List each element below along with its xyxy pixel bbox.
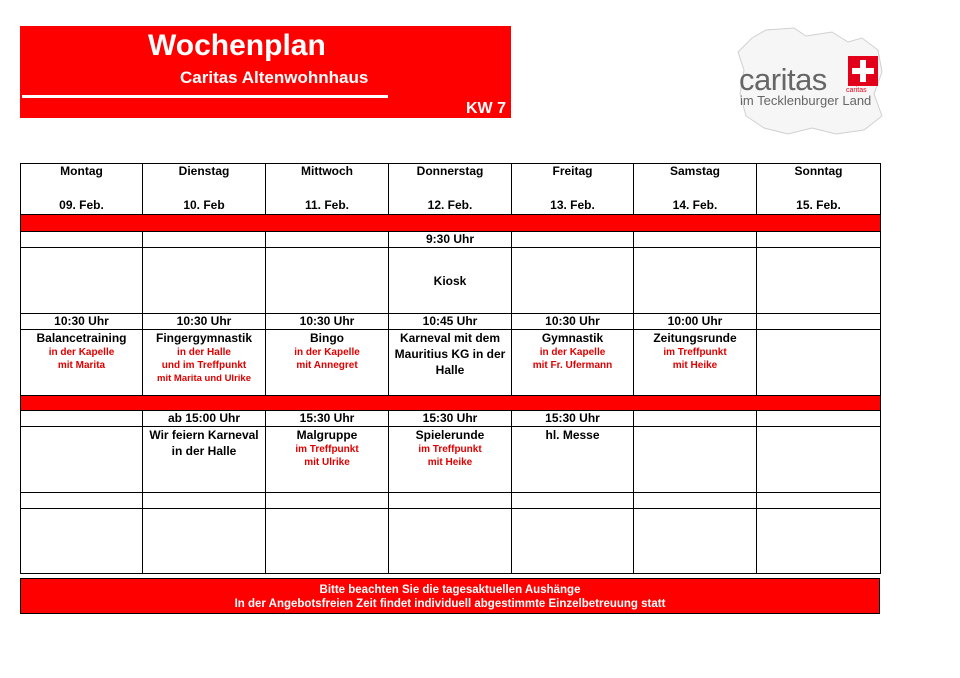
page-title: Wochenplan (148, 29, 326, 62)
separator-row (21, 215, 881, 232)
day-date: 14. Feb. (672, 198, 718, 212)
event-location: im Treffpunkt (418, 444, 482, 455)
event-cell (512, 427, 634, 493)
day-date: 13. Feb. (550, 198, 595, 212)
day-date: 09. Feb. (59, 198, 104, 212)
day-header-cell (21, 164, 143, 215)
day-name: Mittwoch (301, 164, 353, 178)
event-cell (757, 330, 881, 396)
event-location: und im Treffpunkt (161, 360, 247, 371)
event-title: Fingergymnastik (155, 331, 253, 345)
event-location: in der Halle (177, 347, 231, 358)
event-title: Zeitungsrunde (653, 331, 737, 345)
event-time-cell (512, 314, 634, 330)
separator-band (21, 215, 881, 232)
event-host: mit Marita (57, 360, 106, 371)
week-number: KW 7 (466, 100, 506, 117)
event-time-cell (21, 411, 143, 427)
afternoon-activity-row (21, 427, 881, 493)
event-time: 9:30 Uhr (425, 232, 475, 246)
event-title: Gymnastik (541, 331, 604, 345)
event-location: in der Kapelle (539, 347, 606, 358)
event-cell (266, 330, 389, 396)
logo-wordmark: caritas (739, 62, 827, 97)
early-time-row (21, 232, 881, 248)
event-title: Karneval mit dem Mauritius KG in der Halle (394, 331, 506, 377)
caritas-logo (736, 24, 886, 136)
event-cell (143, 330, 266, 396)
event-title: Kiosk (433, 273, 467, 288)
logo-region: im Tecklenburger Land (740, 93, 872, 108)
event-cell (21, 330, 143, 396)
event-time: 10:30 Uhr (54, 314, 109, 328)
event-title: Bingo (310, 331, 344, 345)
event-host: mit Annegret (296, 360, 358, 371)
event-time-cell (143, 411, 266, 427)
morning-time-row (21, 314, 881, 330)
event-cell (512, 330, 634, 396)
event-time-cell (21, 314, 143, 330)
event-time: 10:30 Uhr (176, 314, 232, 328)
day-date: 12. Feb. (427, 198, 473, 212)
event-title: Balancetraining (36, 331, 127, 345)
day-name: Sonntag (794, 164, 843, 178)
event-cell (389, 427, 512, 493)
day-header-cell (143, 164, 266, 215)
event-time-cell (389, 314, 512, 330)
morning-activity-row (21, 330, 881, 396)
event-time-cell (266, 411, 389, 427)
event-time-cell (634, 411, 757, 427)
day-name: Donnerstag (416, 164, 484, 178)
event-time-cell (266, 314, 389, 330)
separator-band (21, 396, 881, 411)
evening-time-row (21, 493, 881, 509)
day-name: Montag (60, 164, 103, 178)
event-time-cell (634, 314, 757, 330)
event-time: ab 15:00 Uhr (167, 411, 241, 425)
event-host: mit Ulrike (304, 457, 350, 468)
header-divider (22, 95, 388, 98)
separator-row (21, 396, 881, 411)
footer-line-1: Bitte beachten Sie die tagesaktuellen Aushänge (319, 584, 581, 596)
day-header-cell (512, 164, 634, 215)
header-banner (20, 26, 511, 118)
event-host: mit Heike (672, 360, 718, 371)
event-cell (21, 427, 143, 493)
event-location: in der Kapelle (48, 347, 115, 358)
day-header-cell (634, 164, 757, 215)
day-name: Freitag (552, 164, 593, 178)
event-cell (757, 427, 881, 493)
day-header-cell (266, 164, 389, 215)
event-cell (266, 427, 389, 493)
event-location: im Treffpunkt (295, 444, 359, 455)
evening-activity-row (21, 509, 881, 574)
event-title: Wir feiern Karneval in der Halle (149, 428, 259, 458)
caritas-cross-icon (848, 56, 878, 86)
event-time: 10:30 Uhr (299, 314, 355, 328)
event-time-cell (757, 411, 881, 427)
event-time: 15:30 Uhr (545, 411, 600, 425)
event-time: 15:30 Uhr (422, 411, 478, 425)
event-time: 10:00 Uhr (667, 314, 723, 328)
event-title: Malgruppe (296, 428, 358, 442)
day-name: Samstag (669, 164, 721, 178)
event-time-cell (389, 411, 512, 427)
day-date: 11. Feb. (304, 198, 350, 212)
page-subtitle: Caritas Altenwohnhaus (180, 68, 369, 87)
event-time-cell (143, 314, 266, 330)
event-host: mit Fr. Ufermann (532, 360, 613, 371)
event-title: hl. Messe (545, 428, 600, 442)
day-date: 15. Feb. (796, 198, 841, 212)
event-time-cell (757, 314, 881, 330)
event-time: 15:30 Uhr (299, 411, 355, 425)
event-location: im Treffpunkt (663, 347, 727, 358)
event-time: 10:30 Uhr (545, 314, 600, 328)
event-cell (389, 330, 512, 396)
event-cell (143, 427, 266, 493)
logo-cross-label: caritas (846, 87, 867, 94)
early-time-cell (389, 232, 512, 248)
afternoon-time-row (21, 411, 881, 427)
early-activity-cell (389, 248, 512, 314)
event-cell (634, 330, 757, 396)
footer-notice (20, 578, 880, 614)
day-date: 10. Feb (183, 198, 225, 212)
day-header-cell (389, 164, 512, 215)
event-cell (634, 427, 757, 493)
event-host: mit Heike (427, 457, 473, 468)
event-title: Spielerunde (415, 428, 485, 442)
footer-line-2: In der Angebotsfreien Zeit findet individuell abgestimmte Einzelbetreuung statt (234, 598, 666, 610)
day-header-row (21, 164, 881, 215)
day-header-cell (757, 164, 881, 215)
event-host: mit Marita und Ulrike (157, 373, 251, 384)
early-activity-row (21, 248, 881, 314)
event-time: 10:45 Uhr (422, 314, 478, 328)
day-name: Dienstag (178, 164, 230, 178)
event-time-cell (512, 411, 634, 427)
weekly-schedule-table (20, 163, 881, 574)
event-location: in der Kapelle (294, 347, 360, 358)
